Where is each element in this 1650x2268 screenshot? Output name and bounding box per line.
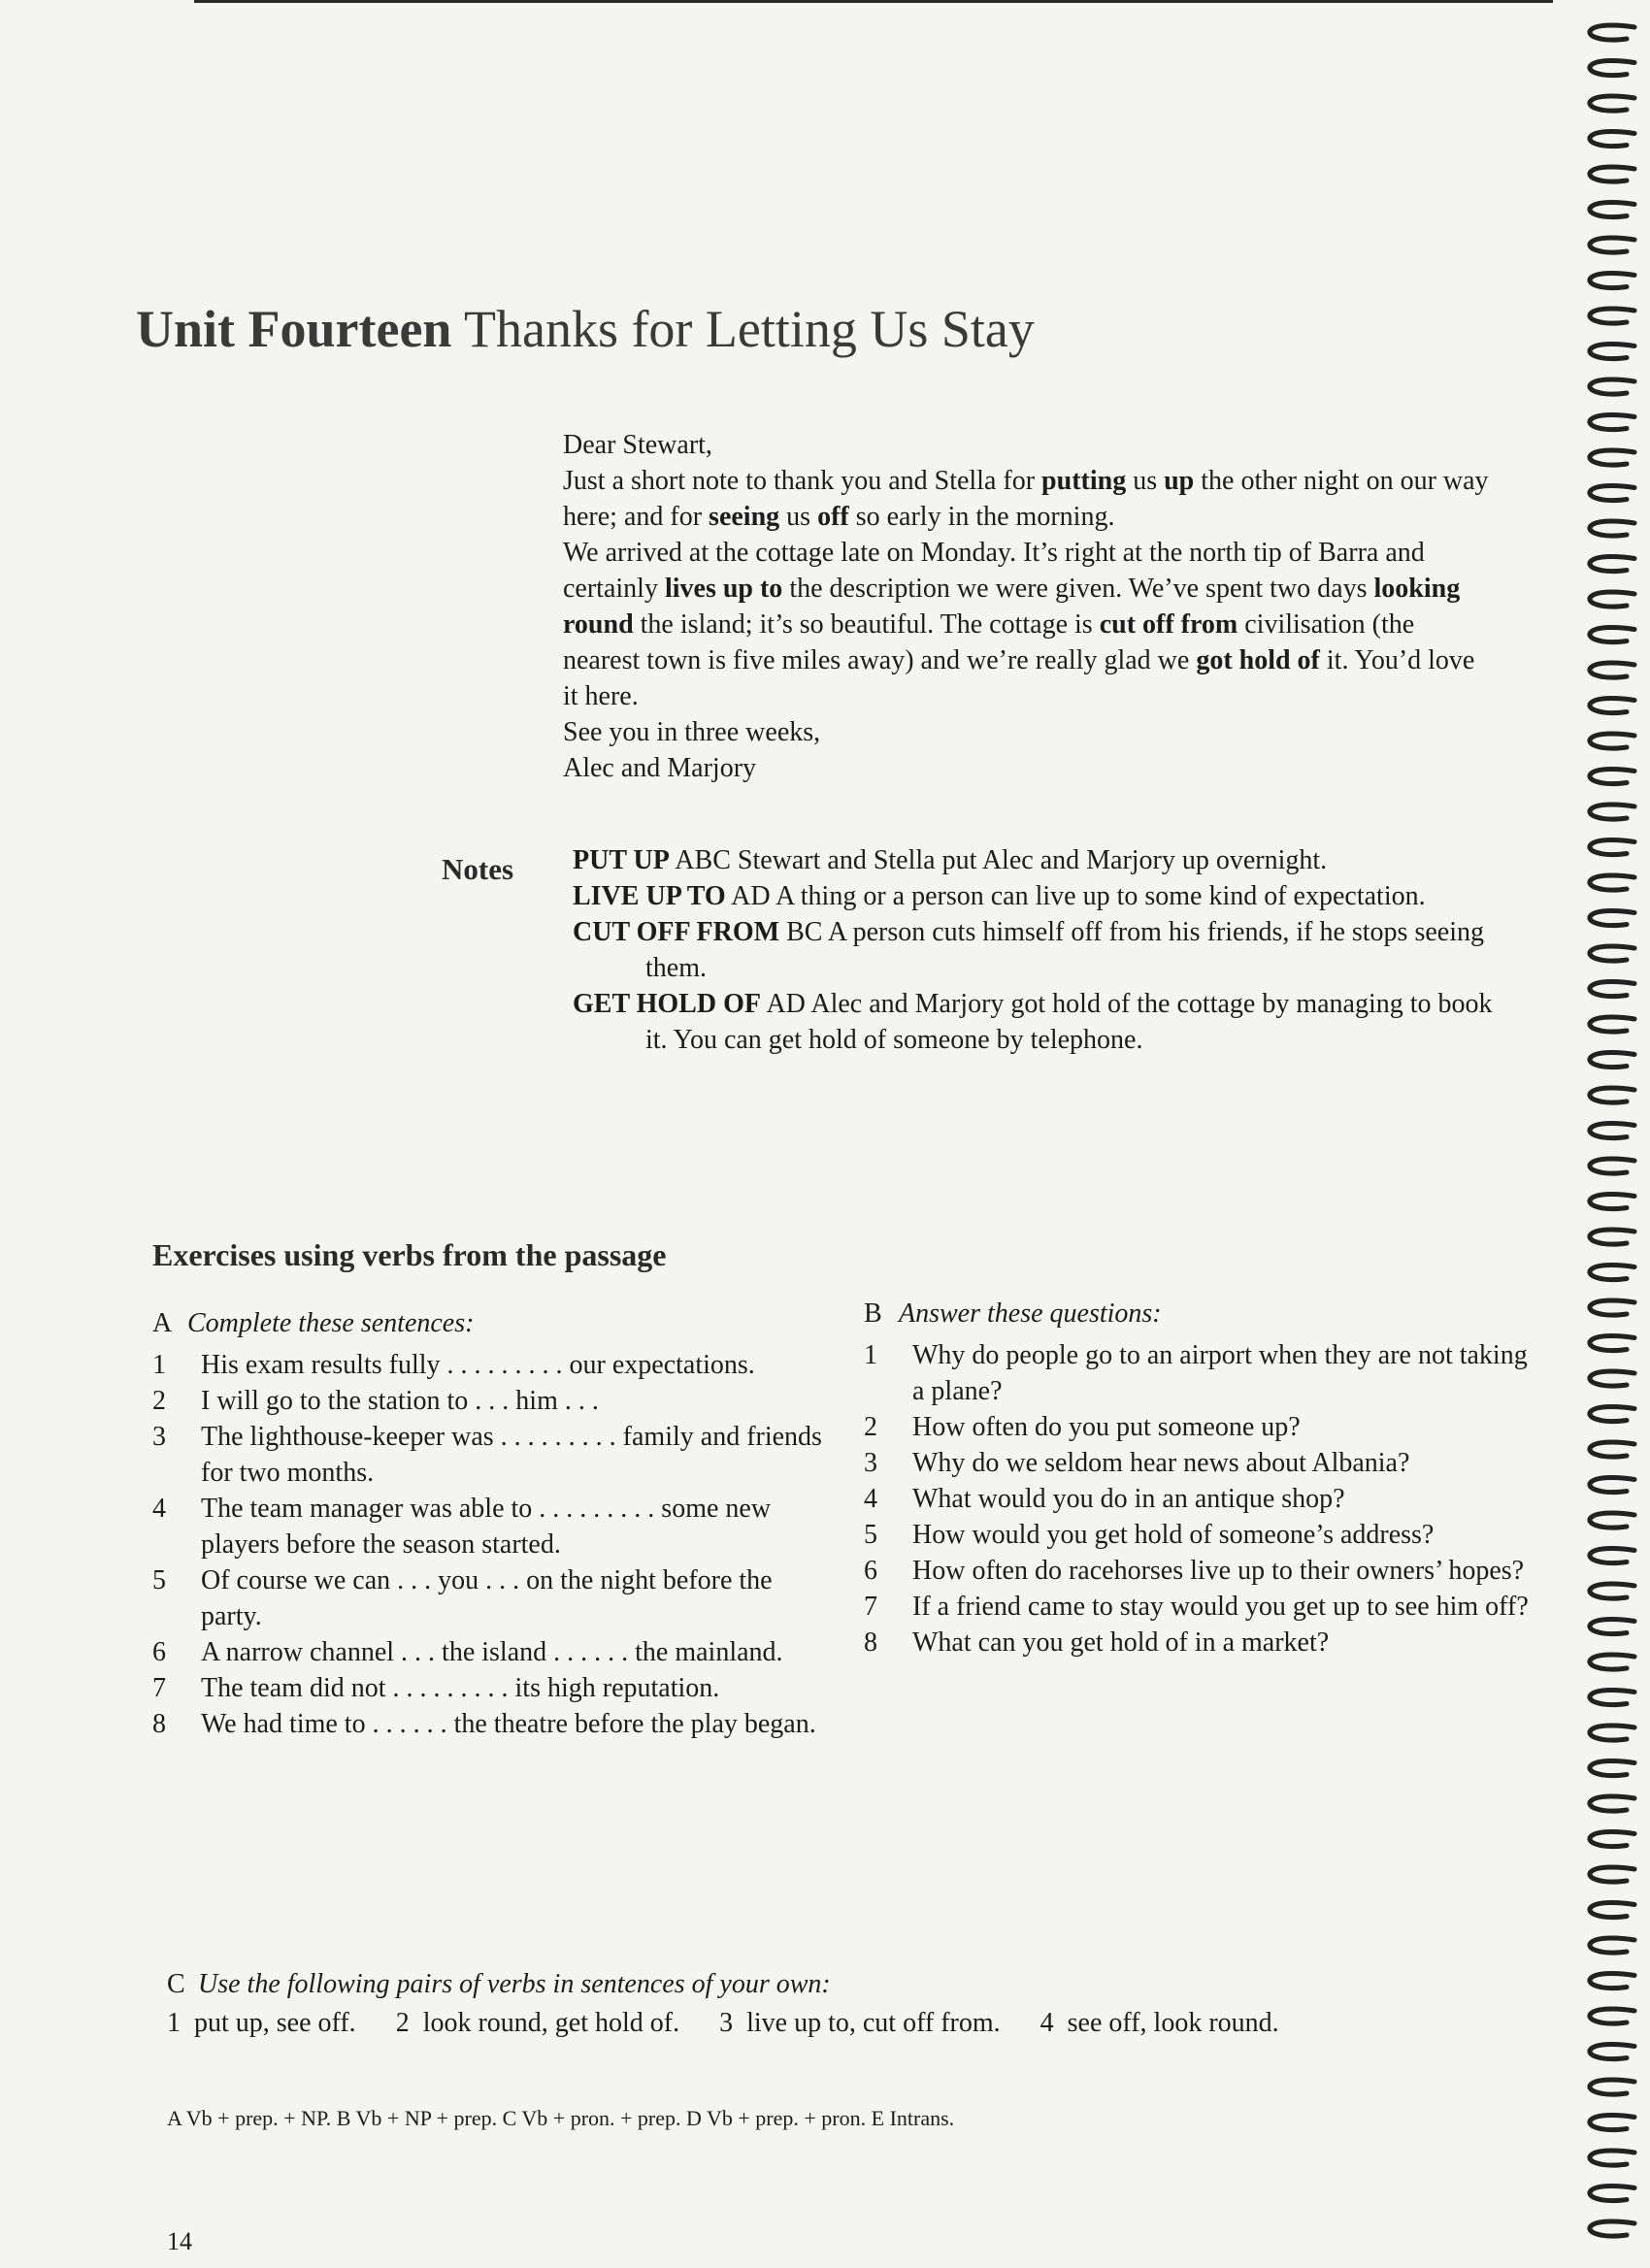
spiral-loop [1590, 25, 1634, 40]
spiral-loop [1590, 1053, 1634, 1068]
exercise-a-item: 4 The team manager was able to . . . . . . . . . some new players before the season started. [152, 1494, 772, 1560]
spiral-loop [1590, 875, 1634, 890]
verb-pair: 3 live up to, cut off from. [719, 2008, 1001, 2038]
spiral-loop [1590, 1620, 1634, 1634]
spiral-loop [1590, 840, 1634, 855]
unit-title-number: Unit Fourteen [136, 300, 452, 358]
spiral-loop [1590, 1584, 1634, 1598]
spiral-loop [1590, 1159, 1634, 1173]
spiral-loop [1590, 1655, 1634, 1669]
spiral-loop [1590, 521, 1634, 536]
spiral-loop [1590, 699, 1634, 713]
exercise-b-item: 6 How often do racehorses live up to their owners’ hopes? [864, 1556, 1525, 1586]
exercise-b-item: 3 Why do we seldom hear news about Albania? [864, 1448, 1410, 1478]
spiral-loop [1590, 61, 1634, 76]
spiral-loop [1590, 2045, 1634, 2059]
verb-pair: 2 look round, get hold of. [395, 2008, 680, 2038]
letter-passage [563, 427, 1495, 786]
letter-paragraph-2: We arrived at the cottage late on Monday. It’s right at the north tip of Barra and certainly lives up to the description we were given. We’ve spent two days looking round the island; it’s so beautiful. The cottage is cut off from civilisation (the nearest town is five miles away) and we’re really glad we got hold of it. You’d love it here. [563, 538, 1475, 711]
spiral-loop [1590, 982, 1634, 997]
spiral-loop [1590, 415, 1634, 430]
spiral-loop [1590, 1230, 1634, 1244]
spiral-loop [1590, 1867, 1634, 1882]
spiral-loop [1590, 770, 1634, 784]
letter-salutation: Dear Stewart, [563, 430, 712, 460]
spiral-loop [1590, 663, 1634, 677]
exercise-section-b [864, 1296, 1543, 1660]
exercise-a-item: 6 A narrow channel . . . the island . . . . . . the mainland. [152, 1637, 783, 1667]
spiral-loop [1590, 132, 1634, 147]
spiral-loop [1590, 1726, 1634, 1740]
exercise-section-a [152, 1305, 832, 1742]
note-item: GET HOLD OF AD Alec and Marjory got hold of the cottage by managing to book it. You can get hold of someone by telephone. [573, 989, 1493, 1055]
exercise-a-item: 5 Of course we can . . . you . . . on the night before the party. [152, 1565, 773, 1631]
spiral-loop [1590, 628, 1634, 642]
spiral-loop [1590, 238, 1634, 252]
letter-closing: See you in three weeks, [563, 717, 821, 747]
spiral-loop [1590, 1017, 1634, 1032]
spiral-loop [1590, 2186, 1634, 2201]
letter-paragraph-1: Just a short note to thank you and Stella for putting us up the other night on our way here; and for seeing us off so early in the morning. [563, 466, 1489, 532]
spiral-loop [1590, 450, 1634, 465]
spiral-loop [1590, 946, 1634, 961]
exercise-b-item: 8 What can you get hold of in a market? [864, 1627, 1330, 1658]
spiral-loop [1590, 1407, 1634, 1422]
section-c-pairs [167, 2004, 1526, 2043]
spiral-loop [1590, 1761, 1634, 1776]
note-item: CUT OFF FROM BC A person cuts himself off from his friends, if he stops seeing them. [573, 917, 1484, 983]
grammar-footnote: A Vb + prep. + NP. B Vb + NP + prep. C Vb + pron. + prep. D Vb + prep. + pron. E Intrans. [167, 2106, 955, 2130]
spiral-loop [1590, 1124, 1634, 1138]
exercise-section-c [167, 1965, 1526, 2043]
exercise-b-item: 1 Why do people go to an airport when they are not taking a plane? [864, 1340, 1528, 1406]
page-top-edge [194, 0, 1553, 3]
spiral-loop [1590, 734, 1634, 748]
spiral-loop [1590, 2151, 1634, 2165]
spiral-loop [1590, 592, 1634, 607]
exercise-a-item: 2 I will go to the station to . . . him . . . [152, 1386, 599, 1416]
spiral-binding [1580, 19, 1638, 2252]
spiral-loop [1590, 379, 1634, 394]
spiral-loop [1590, 1796, 1634, 1811]
note-item: LIVE UP TO AD A thing or a person can live up to some kind of expectation. [573, 881, 1426, 911]
verb-pair: 4 see off, look round. [1040, 2008, 1279, 2038]
spiral-loop [1590, 2116, 1634, 2130]
spiral-loop [1590, 2080, 1634, 2094]
spiral-loop [1590, 1195, 1634, 1209]
section-a-label: A Complete these sentences: [152, 1308, 475, 1338]
exercises-heading: Exercises using verbs from the passage [152, 1237, 667, 1272]
spiral-loop [1590, 805, 1634, 819]
spiral-loop [1590, 486, 1634, 501]
spiral-loop [1590, 1336, 1634, 1351]
unit-title [136, 299, 1035, 359]
spiral-loop [1590, 1938, 1634, 1953]
spiral-loop [1590, 96, 1634, 111]
exercise-a-item: 3 The lighthouse-keeper was . . . . . . . . . family and friends for two months. [152, 1422, 822, 1488]
spiral-loop [1590, 1088, 1634, 1102]
spiral-loop [1590, 167, 1634, 181]
spiral-loop [1590, 1513, 1634, 1528]
notes-list [573, 842, 1495, 1058]
note-item: PUT UP ABC Stewart and Stella put Alec and Marjory up overnight. [573, 845, 1328, 875]
section-b-label: B Answer these questions: [864, 1298, 1162, 1329]
unit-title-text: Thanks for Letting Us Stay [463, 300, 1035, 358]
spiral-loop [1590, 911, 1634, 926]
spiral-loop [1590, 1691, 1634, 1705]
verb-pair: 1 put up, see off. [167, 2008, 356, 2038]
spiral-loop [1590, 1974, 1634, 1989]
section-c-label: C Use the following pairs of verbs in sentences of your own: [167, 1969, 831, 1999]
exercise-b-item: 5 How would you get hold of someone’s address? [864, 1520, 1435, 1550]
spiral-loop [1590, 345, 1634, 359]
page-number: 14 [167, 2227, 192, 2255]
spiral-loop [1590, 309, 1634, 323]
spiral-loop [1590, 1442, 1634, 1457]
exercise-b-item: 4 What would you do in an antique shop? [864, 1484, 1345, 1514]
spiral-loop [1590, 1903, 1634, 1918]
spiral-loop [1590, 1832, 1634, 1847]
spiral-loop [1590, 1549, 1634, 1563]
spiral-loop [1590, 1371, 1634, 1386]
exercise-b-item: 7 If a friend came to stay would you get up to see him off? [864, 1592, 1529, 1622]
spiral-loop [1590, 1478, 1634, 1493]
spiral-loop [1590, 2009, 1634, 2023]
spiral-loop [1590, 1265, 1634, 1280]
spiral-loop [1590, 274, 1634, 288]
spiral-loop [1590, 1300, 1634, 1315]
spiral-loop [1590, 557, 1634, 572]
exercise-a-item: 1 His exam results fully . . . . . . . . . our expectations. [152, 1350, 755, 1380]
exercise-b-item: 2 How often do you put someone up? [864, 1412, 1301, 1442]
spiral-loop [1590, 203, 1634, 217]
exercise-a-item: 8 We had time to . . . . . . the theatre before the play began. [152, 1709, 816, 1739]
letter-signature: Alec and Marjory [563, 753, 757, 783]
notes-label: Notes [442, 852, 514, 886]
spiral-loop [1590, 2221, 1634, 2236]
exercise-a-item: 7 The team did not . . . . . . . . . its high reputation. [152, 1673, 720, 1703]
